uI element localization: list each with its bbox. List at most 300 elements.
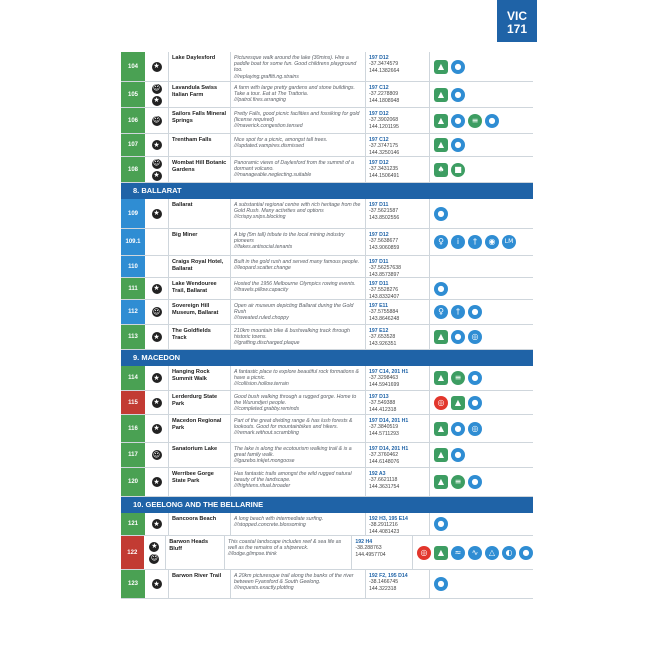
- latitude: -37.5621587: [369, 208, 399, 215]
- picnic-icon: ≡: [451, 371, 465, 385]
- map-reference: [366, 468, 430, 496]
- description-text: Hosted the 1956 Melbourne Olympics rowing events.: [234, 281, 356, 287]
- latitude: -38.1466745: [369, 579, 399, 586]
- latitude: -37.6621118: [369, 477, 398, 484]
- table-row: [121, 52, 533, 82]
- type-symbols: [145, 325, 169, 349]
- what3words-address: ///remark.without.scrambling: [234, 430, 299, 437]
- map-reference: [366, 366, 430, 390]
- place-description: [231, 513, 366, 535]
- walk-icon: ●: [468, 475, 482, 489]
- page-number: 171: [506, 22, 528, 36]
- row-number: 104: [121, 52, 145, 81]
- food-icon: †: [451, 305, 465, 319]
- what3words-address: ///updated.vampires.dismissed: [234, 143, 305, 150]
- description-text: 210km mountain bike & bushwalking track through historic towns.: [234, 328, 350, 341]
- description-text: Panoramic views of Daylesford from the summit of a dormant volcano.: [234, 160, 354, 173]
- attractions-table: [121, 52, 533, 599]
- latitude: -37.3840519: [369, 424, 399, 431]
- map-grid-ref: 197 E11: [369, 303, 389, 309]
- place-name: Werribee Gorge State Park: [169, 468, 231, 496]
- bike-icon: ◎: [468, 330, 482, 344]
- longitude: 143.8332407: [369, 293, 400, 300]
- star-icon: ★: [153, 332, 160, 341]
- map-grid-ref: 197 D13: [369, 394, 389, 400]
- hike-icon: ▲: [434, 60, 448, 74]
- latitude: -37.3298463: [369, 375, 399, 382]
- description-text: Picturesque walk around the lake (30mins). Hire a paddle boat for some fun. Good childrens playground too.: [234, 55, 357, 74]
- description-text: A big (5m tall) tribute to the local mining industry pioneers: [234, 232, 345, 245]
- place-description: [231, 256, 366, 277]
- place-name: Sanatorium Lake: [169, 443, 231, 467]
- place-name: Hanging Rock Summit Walk: [169, 366, 231, 390]
- walk-icon: ●: [451, 114, 465, 128]
- table-row: [121, 536, 533, 570]
- row-number: 115: [121, 391, 145, 414]
- description-text: This coastal landscape includes reef & sea life as well as the remains of a shipwreck.: [227, 539, 342, 552]
- longitude: 144.4081423: [369, 528, 400, 535]
- row-number: 116: [121, 415, 145, 442]
- what3words-address: ///patrol.fires.arranging: [234, 97, 286, 104]
- map-grid-ref: 197 D12: [369, 160, 389, 166]
- type-symbols: [145, 157, 169, 182]
- longitude: 143.9060859: [369, 244, 400, 251]
- place-name: Sailors Falls Mineral Springs: [169, 108, 231, 133]
- type-symbols: [145, 415, 169, 442]
- description-text: A fantastic place to explore beautiful rock formations & have a picnic.: [234, 369, 359, 382]
- place-name: Barwon Heads Bluff: [166, 536, 225, 569]
- place-name: Big Miner: [169, 229, 231, 255]
- ring-icon: ◎: [417, 546, 431, 560]
- place-name: Barwon River Trail: [169, 570, 231, 598]
- place-name: Sovereign Hill Museum, Ballarat: [169, 300, 231, 324]
- page-tab: [497, 0, 537, 42]
- place-description: [231, 415, 366, 442]
- latitude: -37.2278809: [369, 91, 399, 98]
- what3words-address: ///leopard.scatter.change: [234, 265, 291, 272]
- facility-icons: [430, 570, 533, 598]
- LM-icon: LM: [502, 235, 516, 249]
- what3words-address: ///collision.hollow.terrain: [234, 381, 289, 388]
- photo-icon: ◉: [485, 235, 499, 249]
- map-reference: [366, 229, 430, 255]
- map-reference: [366, 300, 430, 324]
- latitude: -37.3431235: [369, 166, 399, 173]
- walk-icon: ●: [451, 88, 465, 102]
- map-reference: [366, 157, 430, 182]
- description-text: A long beach with intermediate surfing.: [234, 516, 324, 522]
- longitude: 144.5941699: [369, 381, 400, 388]
- swim-icon: ≈: [451, 546, 465, 560]
- what3words-address: ///crispy.snips.blocking: [234, 214, 286, 221]
- latitude: -37.5638677: [369, 238, 399, 245]
- place-name: Lerderdurg State Park: [169, 391, 231, 414]
- toilet-icon: ♀: [434, 305, 448, 319]
- map-grid-ref: 192 H3, 195 E14: [369, 516, 408, 522]
- star-icon: ★: [153, 140, 160, 149]
- walk-icon: ●: [468, 305, 482, 319]
- section-header: 9. MACEDON: [121, 350, 533, 366]
- hike-icon: ▲: [434, 448, 448, 462]
- place-name: Lavandula Swiss Italian Farm: [169, 82, 231, 107]
- section-header: 10. GEELONG AND THE BELLARINE: [121, 497, 533, 513]
- hike-icon: ▲: [434, 422, 448, 436]
- star-icon: ★: [153, 398, 160, 406]
- smiley-icon: ☺: [152, 159, 161, 167]
- row-number: 121: [121, 513, 145, 535]
- table-row: [121, 325, 533, 350]
- place-name: The Goldfields Track: [169, 325, 231, 349]
- table-row: [121, 415, 533, 443]
- table-row: [121, 157, 533, 183]
- row-number: 117: [121, 443, 145, 467]
- longitude: 144.1382664: [369, 67, 400, 74]
- table-row: [121, 366, 533, 391]
- car-icon: ■: [451, 163, 465, 177]
- boat-icon: △: [485, 546, 499, 560]
- table-row: [121, 278, 533, 300]
- star-icon: ★: [153, 209, 160, 217]
- place-description: [231, 443, 366, 467]
- longitude: 144.4957704: [355, 551, 386, 558]
- row-number: 123: [121, 570, 145, 598]
- description-text: A farm with large pretty gardens and stone buildings. Take a tour. Eat at The Trattoria.: [234, 85, 355, 98]
- longitude: 144.412318: [369, 406, 397, 413]
- table-row: [121, 570, 533, 599]
- place-description: [231, 82, 366, 107]
- region-label: VIC: [506, 9, 527, 23]
- table-row: [121, 256, 533, 278]
- row-number: 110: [121, 256, 145, 277]
- walk-icon: ●: [451, 330, 465, 344]
- type-symbols: [145, 199, 169, 228]
- latitude: -37.56257638: [369, 265, 402, 272]
- description-text: Open air museum depicting Ballarat during the Gold Rush: [234, 303, 354, 316]
- type-symbols: [144, 536, 167, 569]
- star-icon: ★: [153, 579, 160, 588]
- place-name: Ballarat: [169, 199, 231, 228]
- hike-icon: ▲: [434, 371, 448, 385]
- hike-icon: ▲: [434, 475, 448, 489]
- facility-icons: [430, 443, 533, 467]
- what3words-address: ///completed.grabby.reminds: [234, 406, 300, 413]
- latitude: -37.3760462: [369, 452, 399, 459]
- smiley-icon: ☺: [152, 307, 161, 316]
- latitude: -38.288763: [355, 545, 382, 552]
- table-row: [121, 108, 533, 134]
- facility-icons: [430, 468, 533, 496]
- star-icon: ★: [153, 171, 160, 179]
- type-symbols: [145, 82, 169, 107]
- longitude: 144.3631754: [369, 483, 400, 490]
- what3words-address: ///gazebo.inkjet.mongoose: [234, 458, 295, 465]
- facility-icons: [430, 229, 533, 255]
- type-symbols: [145, 108, 169, 133]
- type-symbols: [145, 256, 169, 277]
- type-symbols: [145, 570, 169, 598]
- map-reference: [366, 570, 430, 598]
- what3words-address: ///lodge.glimpse.think: [227, 551, 277, 558]
- longitude: 143.8502556: [369, 214, 400, 221]
- walk-icon: ●: [434, 207, 448, 221]
- row-number: 106: [121, 108, 145, 133]
- table-row: [121, 513, 533, 536]
- map-reference: [366, 256, 430, 277]
- star-icon: ★: [153, 519, 160, 528]
- longitude: 144.1201195: [369, 123, 399, 130]
- map-reference: [352, 536, 413, 569]
- latitude: -37.3902068: [369, 117, 399, 124]
- walk-icon: ●: [451, 60, 465, 74]
- hike-icon: ▲: [451, 396, 465, 410]
- description-text: Nice spot for a picnic, amongst tall trees.: [234, 137, 328, 143]
- map-grid-ref: 192 H4: [355, 539, 373, 545]
- latitude: -37.3747175: [369, 143, 399, 150]
- dive-icon: ◐: [502, 546, 516, 560]
- table-row: [121, 82, 533, 108]
- facility-icons: [430, 513, 533, 535]
- row-number: 105: [121, 82, 145, 107]
- table-row: [121, 443, 533, 468]
- latitude: -38.2911216: [369, 522, 398, 529]
- row-number: 113: [121, 325, 145, 349]
- smiley-icon: ☺: [152, 116, 161, 124]
- walk-icon: ●: [468, 371, 482, 385]
- type-symbols: [145, 300, 169, 324]
- type-symbols: [145, 229, 169, 255]
- smiley-icon: ☺: [152, 450, 161, 459]
- longitude: 144.5711293: [369, 430, 399, 437]
- what3words-address: ///replaying.graffiti.ng.strains: [234, 73, 299, 80]
- what3words-address: ///stopped.concrete.blossoming: [234, 522, 306, 529]
- facility-icons: [430, 82, 533, 107]
- walk-icon: ●: [434, 282, 448, 296]
- place-description: [231, 391, 366, 414]
- walk-icon: ●: [434, 517, 448, 531]
- map-grid-ref: 197 E12: [369, 328, 389, 334]
- row-number: 108: [121, 157, 145, 182]
- description-text: Part of the great dividing range & has lush forests & lookouts. Good for mountainbikes and hikers.: [234, 418, 353, 431]
- picnic-icon: ≡: [451, 475, 465, 489]
- map-reference: [366, 82, 430, 107]
- longitude: 144.3250146: [369, 149, 400, 156]
- star-icon: ★: [153, 62, 160, 70]
- map-grid-ref: 197 D11: [369, 259, 389, 265]
- what3words-address: ///maverick.congestion.tensed: [234, 123, 303, 130]
- map-grid-ref: 197 D12: [369, 111, 389, 117]
- row-number: 114: [121, 366, 145, 390]
- hike-icon: ▲: [434, 330, 448, 344]
- type-symbols: [145, 52, 169, 81]
- food-icon: †: [468, 235, 482, 249]
- map-reference: [366, 199, 430, 228]
- star-icon: ★: [153, 284, 160, 292]
- star-icon: ★: [153, 477, 160, 486]
- facility-icons: [430, 366, 533, 390]
- map-reference: [366, 391, 430, 414]
- tree-icon: ♠: [434, 163, 448, 177]
- walk-icon: ●: [434, 577, 448, 591]
- table-row: [121, 391, 533, 415]
- place-description: [225, 536, 352, 569]
- place-description: [231, 157, 366, 182]
- map-grid-ref: 197 D12: [369, 232, 389, 238]
- place-name: Trentham Falls: [169, 134, 231, 156]
- map-grid-ref: 192 F2, 195 D14: [369, 573, 408, 579]
- place-description: [231, 199, 366, 228]
- hike-icon: ▲: [434, 114, 448, 128]
- place-description: [231, 570, 366, 598]
- map-reference: [366, 108, 430, 133]
- facility-icons: [430, 199, 533, 228]
- what3words-address: ///manageable.neglecting.suitable: [234, 172, 312, 179]
- walk-icon: ●: [451, 422, 465, 436]
- longitude: 143.8646248: [369, 315, 400, 322]
- what3words-address: ///grafting.discharged.plaque: [234, 340, 300, 347]
- map-reference: [366, 278, 430, 299]
- longitude: 144.1808948: [369, 97, 400, 104]
- star-icon: ★: [153, 424, 160, 432]
- table-row: [121, 134, 533, 157]
- place-name: Bancoora Beach: [169, 513, 231, 535]
- map-grid-ref: 197 C12: [369, 85, 389, 91]
- ring-icon: ◎: [434, 396, 448, 410]
- place-description: [231, 278, 366, 299]
- walk-icon: ●: [451, 448, 465, 462]
- smiley-icon: ☺: [150, 554, 159, 562]
- type-symbols: [145, 468, 169, 496]
- place-description: [231, 366, 366, 390]
- place-name: Lake Daylesford: [169, 52, 231, 81]
- table-row: [121, 229, 533, 256]
- type-symbols: [145, 443, 169, 467]
- facility-icons: [430, 134, 533, 156]
- row-number: 109.1: [121, 229, 145, 255]
- place-name: Macedon Regional Park: [169, 415, 231, 442]
- picnic-icon: ≡: [468, 114, 482, 128]
- longitude: 144.6148076: [369, 458, 400, 465]
- walk-icon: ●: [485, 114, 499, 128]
- longitude: 143.8573897: [369, 271, 400, 278]
- table-row: [121, 199, 533, 229]
- place-name: Craigs Royal Hotel, Ballarat: [169, 256, 231, 277]
- what3words-address: ///travels.pillow.capacity: [234, 287, 289, 294]
- facility-icons: [430, 157, 533, 182]
- toilet-icon: ♀: [434, 235, 448, 249]
- latitude: -37.5528276: [369, 287, 399, 294]
- what3words-address: ///frightens.ritual.broader: [234, 483, 291, 490]
- description-text: A 20km picturesque trail along the banks of the river between Fyansford & South Geelong.: [234, 573, 354, 586]
- what3words-address: ///requests.exactly.plotting: [234, 585, 294, 592]
- what3words-address: ///sweated.ruled.choppy: [234, 315, 289, 322]
- map-grid-ref: 197 D14, 201 H1: [369, 446, 409, 452]
- type-symbols: [145, 278, 169, 299]
- facility-icons: [430, 108, 533, 133]
- description-text: Built in the gold rush and served many famous people.: [234, 259, 360, 265]
- map-reference: [366, 52, 430, 81]
- latitude: -37.549388: [369, 400, 396, 407]
- facility-icons: [430, 300, 533, 324]
- row-number: 111: [121, 278, 145, 299]
- description-text: Has fantastic trails amongst the wild rugged natural beauty of the landscape.: [234, 471, 352, 484]
- facility-icons: [430, 325, 533, 349]
- facility-icons: [413, 536, 533, 569]
- type-symbols: [145, 513, 169, 535]
- type-symbols: [145, 366, 169, 390]
- hike-icon: ▲: [434, 88, 448, 102]
- hike-icon: ▲: [434, 138, 448, 152]
- star-icon: ★: [153, 96, 160, 104]
- table-row: [121, 300, 533, 325]
- what3words-address: ///fakes.antisocial.tenants: [234, 244, 293, 251]
- place-description: [231, 468, 366, 496]
- facility-icons: [430, 256, 533, 277]
- place-description: [231, 52, 366, 81]
- map-grid-ref: 197 C12: [369, 137, 389, 143]
- bike-icon: ◎: [468, 422, 482, 436]
- map-grid-ref: 197 D11: [369, 202, 389, 208]
- facility-icons: [430, 52, 533, 81]
- table-row: [121, 468, 533, 497]
- longitude: 144.1506491: [369, 172, 400, 179]
- hike-icon: ▲: [434, 546, 448, 560]
- wave-icon: ∿: [468, 546, 482, 560]
- place-description: [231, 325, 366, 349]
- map-reference: [366, 325, 430, 349]
- map-grid-ref: 197 D14, 201 H1: [369, 418, 409, 424]
- place-name: Lake Wendouree Trail, Ballarat: [169, 278, 231, 299]
- info-icon: i: [451, 235, 465, 249]
- latitude: -37.5755884: [369, 309, 399, 316]
- place-name: Wombat Hill Botanic Gardens: [169, 157, 231, 182]
- facility-icons: [430, 278, 533, 299]
- facility-icons: [430, 415, 533, 442]
- walk-icon: ●: [519, 546, 533, 560]
- description-text: The lake is along the ecotourism walking trail & is a great family walk.: [234, 446, 352, 459]
- place-description: [231, 108, 366, 133]
- latitude: -37.653528: [369, 334, 396, 341]
- description-text: Pretty Falls, good picnic facilities and fossiking for gold (license required): [234, 111, 360, 124]
- walk-icon: ●: [468, 396, 482, 410]
- walk-icon: ●: [451, 138, 465, 152]
- map-grid-ref: 197 C14, 201 H1: [369, 369, 409, 375]
- place-description: [231, 229, 366, 255]
- smiley-icon: ☺: [152, 84, 161, 92]
- map-grid-ref: 197 D12: [369, 55, 389, 61]
- row-number: 120: [121, 468, 145, 496]
- row-number: 107: [121, 134, 145, 156]
- row-number: 122: [121, 536, 144, 569]
- place-description: [231, 134, 366, 156]
- description-text: Good bush walking through a rugged gorge. Home to the Wurundjeri people.: [234, 394, 357, 407]
- map-reference: [366, 443, 430, 467]
- star-icon: ★: [153, 373, 160, 382]
- section-header: 8. BALLARAT: [121, 183, 533, 199]
- facility-icons: [430, 391, 533, 414]
- map-reference: [366, 415, 430, 442]
- latitude: -37.3474579: [369, 61, 399, 68]
- row-number: 109: [121, 199, 145, 228]
- longitude: 143.926351: [369, 340, 397, 347]
- place-description: [231, 300, 366, 324]
- map-grid-ref: 197 D11: [369, 281, 389, 287]
- type-symbols: [145, 134, 169, 156]
- longitude: 144.322318: [369, 585, 397, 592]
- row-number: 112: [121, 300, 145, 324]
- type-symbols: [145, 391, 169, 414]
- map-reference: [366, 513, 430, 535]
- description-text: A substantial regional centre with rich heritage from the Gold Rush. Many activities and options: [234, 202, 361, 215]
